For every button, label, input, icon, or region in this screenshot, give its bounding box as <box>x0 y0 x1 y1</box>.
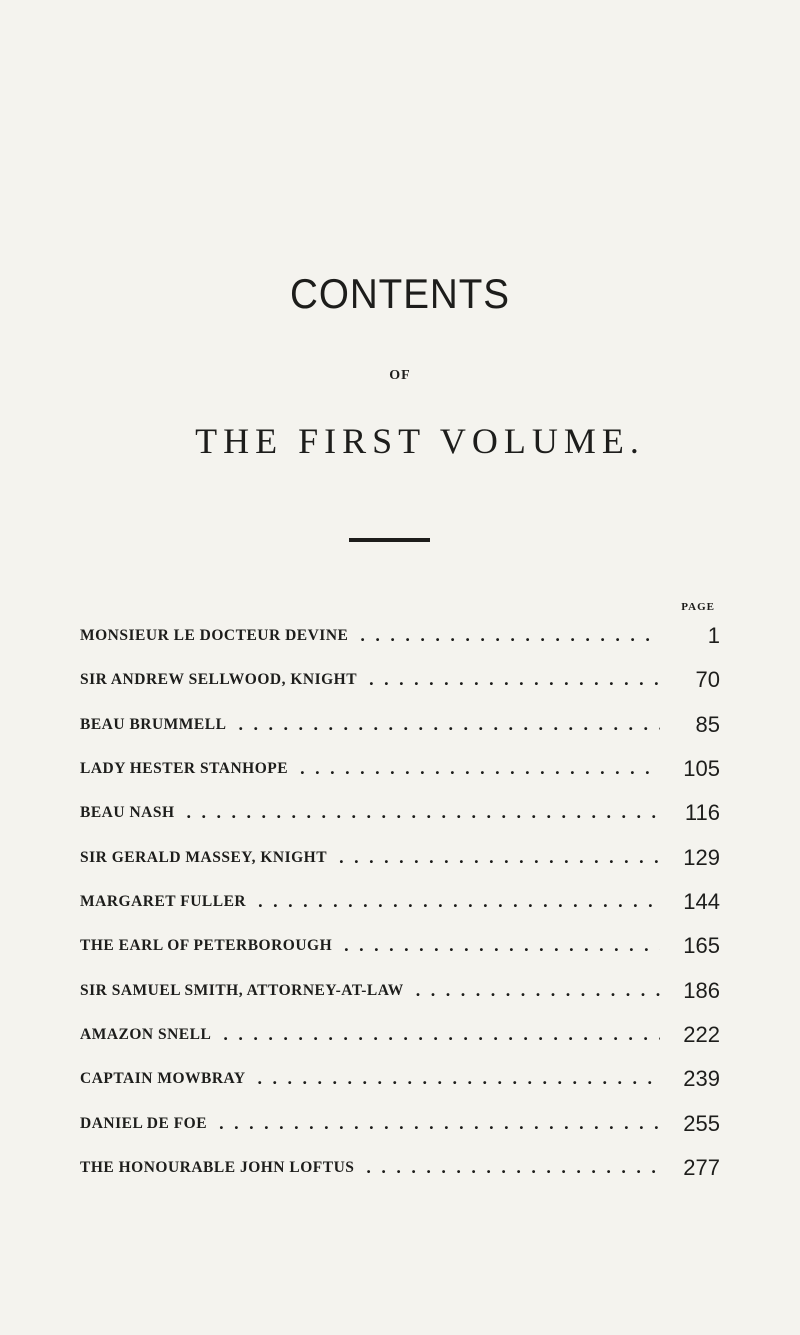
contents-title: CONTENTS <box>290 270 510 317</box>
toc-entry-page: 165 <box>683 933 720 959</box>
dot-leader <box>300 759 660 779</box>
toc-entry <box>80 703 720 747</box>
toc-entry-page: 239 <box>683 1066 720 1092</box>
dot-leader <box>416 981 660 1001</box>
toc-entry-title: THE HONOURABLE JOHN LOFTUS <box>80 1159 355 1177</box>
dot-leader <box>360 626 660 646</box>
toc-entry <box>80 747 720 791</box>
toc-entry <box>80 614 720 658</box>
toc-entry <box>80 1102 720 1146</box>
dot-leader <box>187 803 660 823</box>
toc-entry <box>80 969 720 1013</box>
toc-entry-title: SIR SAMUEL SMITH, ATTORNEY-AT-LAW <box>80 981 404 999</box>
dot-leader <box>369 670 660 690</box>
toc-entry <box>80 791 720 835</box>
toc-entry <box>80 924 720 968</box>
toc-entry-page: 85 <box>695 711 720 737</box>
contents-of: OF <box>389 368 411 383</box>
toc-entry <box>80 1146 720 1190</box>
toc-entry-title: BEAU NASH <box>80 804 175 822</box>
dot-leader <box>223 1025 660 1045</box>
toc-entry-page: 277 <box>683 1155 720 1181</box>
dot-leader <box>344 936 660 956</box>
dot-leader <box>238 715 660 735</box>
toc-entry-title: CAPTAIN MOWBRAY <box>80 1070 246 1088</box>
toc-entry <box>80 836 720 880</box>
toc-entry-page: 70 <box>695 667 720 693</box>
page-column-label: PAGE <box>681 601 715 613</box>
toc-entry-title: BEAU BRUMMELL <box>80 715 227 733</box>
toc-entry-page: 105 <box>683 756 720 782</box>
toc-entry-title: MARGARET FULLER <box>80 893 247 911</box>
table-of-contents <box>80 614 720 1190</box>
dot-leader <box>339 848 660 868</box>
toc-entry-title: MONSIEUR LE DOCTEUR DEVINE <box>80 627 349 645</box>
dot-leader <box>258 892 660 912</box>
divider-rule <box>349 538 430 542</box>
volume-title: THE FIRST VOLUME. <box>195 421 645 461</box>
dot-leader <box>258 1069 660 1089</box>
dot-leader <box>366 1158 660 1178</box>
toc-entry-title: THE EARL OF PETERBOROUGH <box>80 937 333 955</box>
toc-entry-page: 255 <box>683 1110 720 1136</box>
toc-entry-title: AMAZON SNELL <box>80 1026 212 1044</box>
toc-entry-page: 222 <box>683 1022 720 1048</box>
toc-entry-title: SIR GERALD MASSEY, KNIGHT <box>80 848 328 866</box>
dot-leader <box>219 1114 660 1134</box>
toc-entry <box>80 658 720 702</box>
toc-entry-page: 144 <box>683 889 720 915</box>
toc-entry-title: DANIEL DE FOE <box>80 1114 208 1132</box>
toc-entry-title: LADY HESTER STANHOPE <box>80 760 289 778</box>
toc-entry-page: 1 <box>707 623 720 649</box>
toc-entry <box>80 880 720 924</box>
toc-entry <box>80 1057 720 1101</box>
toc-entry-page: 186 <box>683 977 720 1003</box>
toc-entry-title: SIR ANDREW SELLWOOD, KNIGHT <box>80 671 358 689</box>
toc-entry-page: 129 <box>683 844 720 870</box>
toc-entry <box>80 1013 720 1057</box>
toc-entry-page: 116 <box>684 800 720 826</box>
